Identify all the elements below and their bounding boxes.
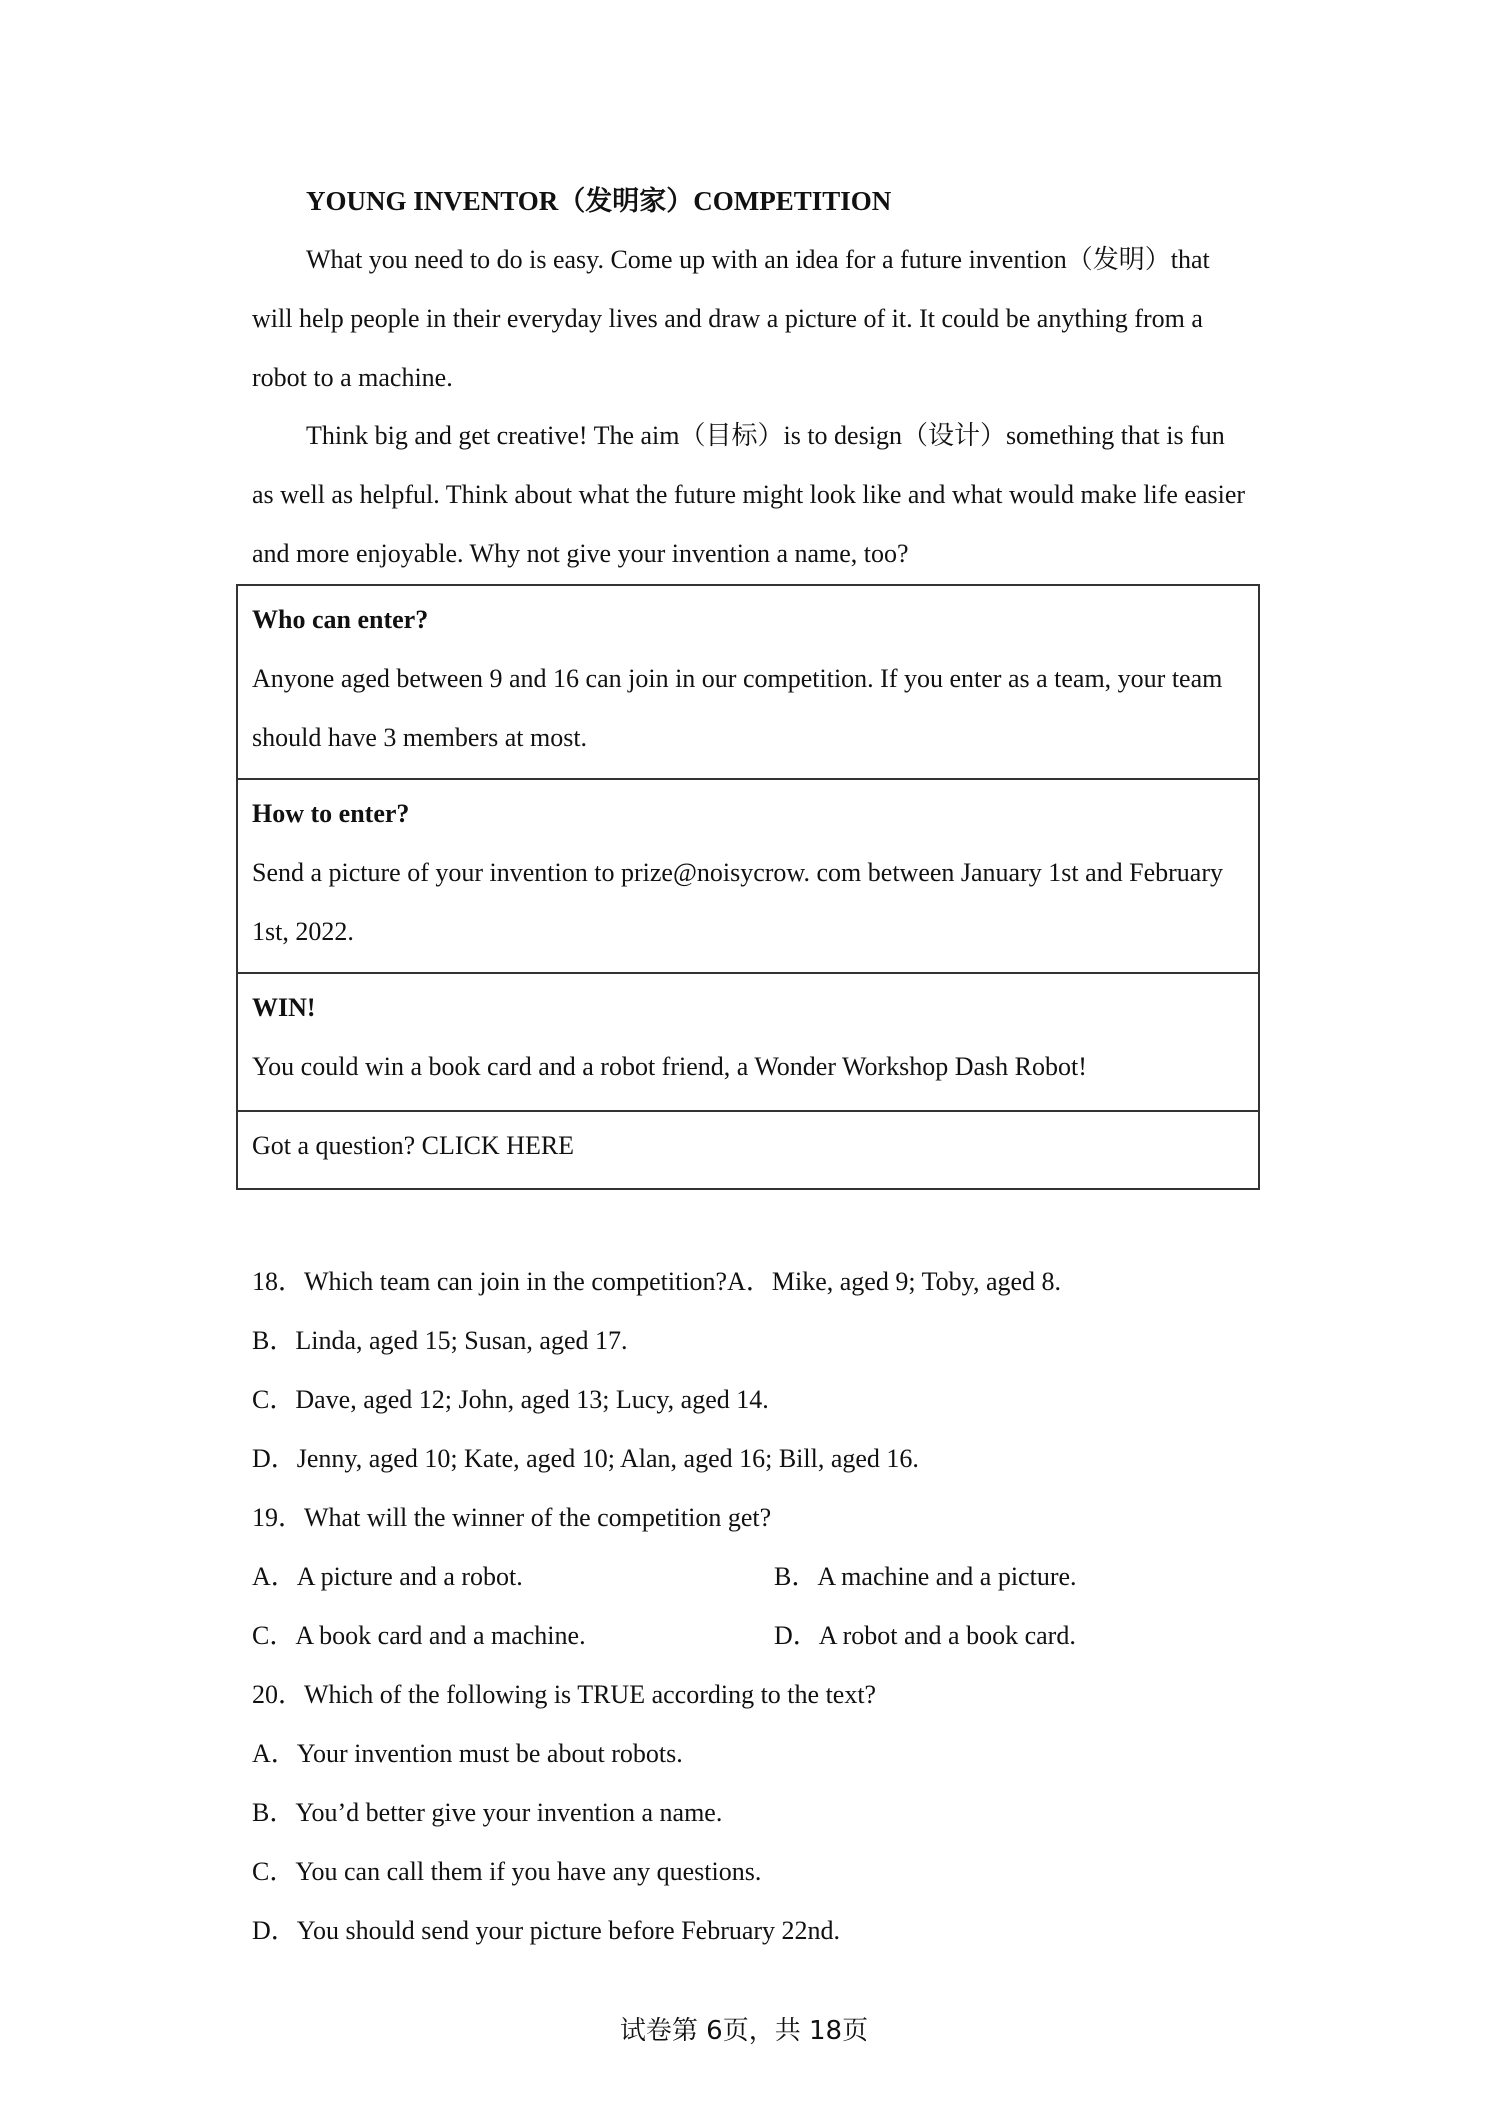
question-20-option-c: C．You can call them if you have any questions.: [252, 1857, 762, 1886]
question-20: 20．Which of the following is TRUE according to the text?: [252, 1680, 877, 1709]
table-row-how: [237, 779, 1259, 973]
question-20-option-a: A．Your invention must be about robots.: [252, 1739, 683, 1768]
table-row-win: [237, 973, 1259, 1111]
passage-paragraph-2: Think big and get creative! The aim（目标）is to design（设计）something that is fun as well as helpful. Think about what the future might look like and what would make life easier and more enjoyable. Why not give your invention a name, too?: [252, 421, 1246, 568]
who-heading: Who can enter?: [252, 605, 429, 634]
win-text: You could win a book card and a robot friend, a Wonder Workshop Dash Robot!: [252, 1052, 1087, 1081]
question-19-option-c: C．A book card and a machine.: [252, 1621, 586, 1650]
question-link-text: Got a question? CLICK HERE: [252, 1131, 575, 1160]
passage-paragraph-1: What you need to do is easy. Come up with an idea for a future invention（发明）that will help people in their everyday lives and draw a picture of it. It could be anything from a robot to a machine.: [252, 245, 1210, 392]
question-19: 19．What will the winner of the competition get?: [252, 1503, 772, 1532]
table-row-question: [237, 1111, 1259, 1189]
question-20-option-d: D．You should send your picture before February 22nd.: [252, 1916, 841, 1945]
question-19-option-d: D．A robot and a book card.: [774, 1621, 1076, 1650]
question-18-option-b: B．Linda, aged 15; Susan, aged 17.: [252, 1326, 628, 1355]
competition-info-table: [236, 584, 1260, 1190]
who-text: Anyone aged between 9 and 16 can join in our competition. If you enter as a team, your team should have 3 members at most.: [252, 664, 1223, 752]
question-18-option-d: D．Jenny, aged 10; Kate, aged 10; Alan, aged 16; Bill, aged 16.: [252, 1444, 919, 1473]
passage-title: YOUNG INVENTOR（发明家）COMPETITION: [306, 186, 892, 216]
question-18-option-c: C．Dave, aged 12; John, aged 13; Lucy, aged 14.: [252, 1385, 769, 1414]
how-text: Send a picture of your invention to prize@noisycrow. com between January 1st and February 1st, 2022.: [252, 858, 1223, 946]
page-footer: 试卷第 6页，共 18页: [619, 2016, 869, 2046]
table-row-who: [237, 585, 1259, 779]
how-heading: How to enter?: [252, 799, 410, 828]
question-19-option-b: B．A machine and a picture.: [774, 1562, 1077, 1591]
question-20-option-b: B．You’d better give your invention a name.: [252, 1798, 723, 1827]
question-19-option-a: A．A picture and a robot.: [252, 1562, 523, 1591]
win-heading: WIN!: [252, 993, 316, 1022]
question-18: 18．Which team can join in the competition?A．Mike, aged 9; Toby, aged 8.: [252, 1267, 1062, 1296]
